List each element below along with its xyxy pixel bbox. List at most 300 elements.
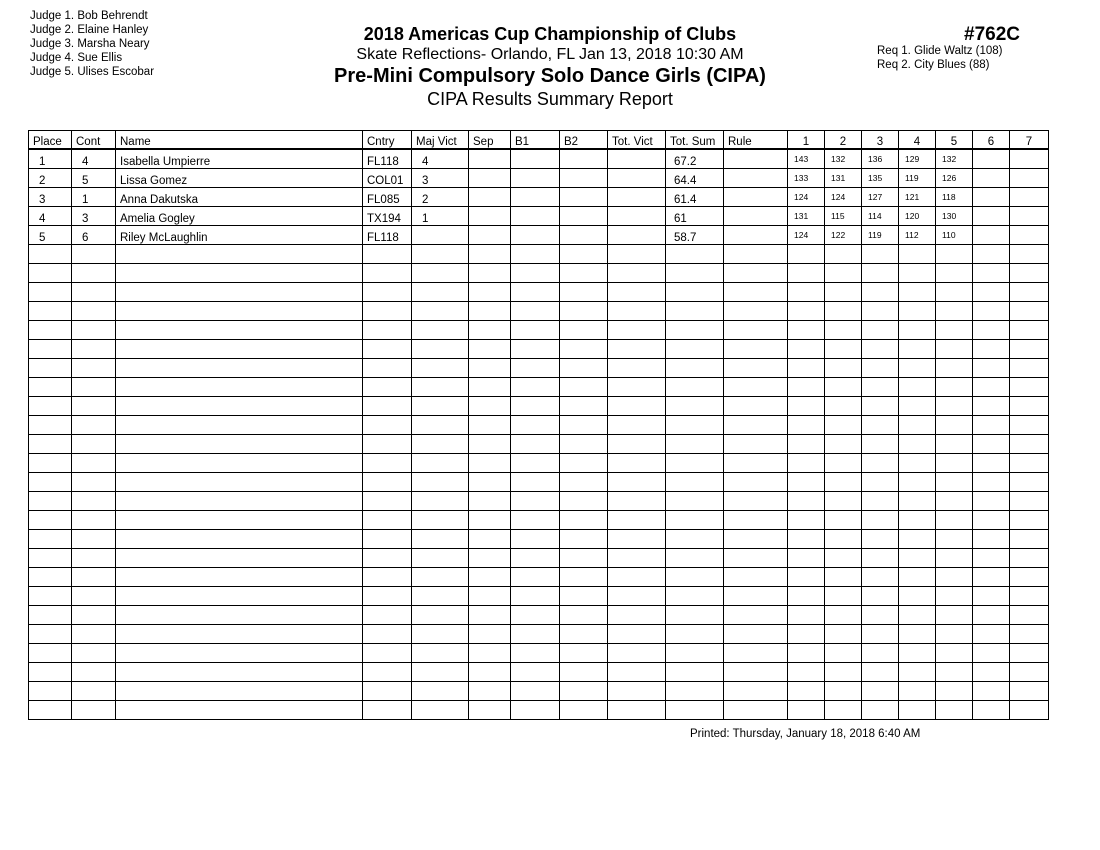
cell-judge-2-score: 131 bbox=[825, 169, 862, 188]
cell-judge-3-score bbox=[862, 264, 899, 283]
cell-b2 bbox=[560, 435, 608, 454]
cell-judge-2-score bbox=[825, 283, 862, 302]
cell-cont bbox=[72, 511, 116, 530]
cell-judge-3-score bbox=[862, 530, 899, 549]
cell-judge-4-score bbox=[899, 416, 936, 435]
cell-place: 2 bbox=[29, 169, 72, 188]
cell-cntry bbox=[363, 473, 412, 492]
cell-maj-vict bbox=[412, 549, 469, 568]
cell-judge-4-score: 119 bbox=[899, 169, 936, 188]
cell-sep bbox=[469, 473, 511, 492]
cell-judge-6-score bbox=[973, 511, 1010, 530]
cell-b1 bbox=[511, 587, 560, 606]
cell-judge-4-score bbox=[899, 473, 936, 492]
cell-judge-2-score bbox=[825, 264, 862, 283]
cell-name bbox=[116, 549, 363, 568]
cell-b2 bbox=[560, 549, 608, 568]
cell-rule bbox=[724, 340, 788, 359]
cell-maj-vict bbox=[412, 302, 469, 321]
cell-sep bbox=[469, 321, 511, 340]
cell-b1 bbox=[511, 625, 560, 644]
cell-name bbox=[116, 378, 363, 397]
cell-judge-3-score bbox=[862, 454, 899, 473]
cell-b1 bbox=[511, 245, 560, 264]
results-table-body bbox=[29, 149, 1049, 720]
cell-tot-vict bbox=[608, 473, 666, 492]
cell-place: 1 bbox=[29, 149, 72, 169]
cell-rule bbox=[724, 416, 788, 435]
cell-judge-1-score bbox=[788, 302, 825, 321]
cell-cntry bbox=[363, 644, 412, 663]
cell-cont bbox=[72, 492, 116, 511]
cell-tot-vict bbox=[608, 149, 666, 169]
cell-cont bbox=[72, 302, 116, 321]
cell-sep bbox=[469, 587, 511, 606]
judge-4 bbox=[30, 51, 154, 65]
cell-place bbox=[29, 283, 72, 302]
cell-rule bbox=[724, 264, 788, 283]
cell-judge-3-score bbox=[862, 378, 899, 397]
empty-row bbox=[29, 264, 1049, 283]
cell-judge-3-score bbox=[862, 359, 899, 378]
col-name: Name bbox=[116, 131, 363, 150]
cell-b2 bbox=[560, 587, 608, 606]
col-judge-6: 6 bbox=[973, 131, 1010, 150]
empty-row bbox=[29, 340, 1049, 359]
empty-row bbox=[29, 416, 1049, 435]
cell-b2 bbox=[560, 397, 608, 416]
col-tot-vict: Tot. Vict bbox=[608, 131, 666, 150]
cell-cont bbox=[72, 473, 116, 492]
cell-sep bbox=[469, 302, 511, 321]
cell-judge-7-score bbox=[1010, 644, 1049, 663]
cell-cntry: FL085 bbox=[363, 188, 412, 207]
cell-judge-1-score bbox=[788, 606, 825, 625]
cell-b2 bbox=[560, 378, 608, 397]
cell-judge-7-score bbox=[1010, 340, 1049, 359]
cell-judge-6-score bbox=[973, 644, 1010, 663]
cell-judge-2-score bbox=[825, 302, 862, 321]
cell-maj-vict bbox=[412, 397, 469, 416]
cell-judge-7-score bbox=[1010, 492, 1049, 511]
cell-judge-7-score bbox=[1010, 701, 1049, 720]
empty-row bbox=[29, 359, 1049, 378]
col-judge-1: 1 bbox=[788, 131, 825, 150]
cell-judge-1-score: 124 bbox=[788, 226, 825, 245]
cell-judge-3-score bbox=[862, 701, 899, 720]
cell-place: 3 bbox=[29, 188, 72, 207]
cell-cntry bbox=[363, 606, 412, 625]
cell-place bbox=[29, 416, 72, 435]
cell-cntry: FL118 bbox=[363, 149, 412, 169]
cell-b1 bbox=[511, 207, 560, 226]
cell-tot-sum bbox=[666, 606, 724, 625]
cell-judge-2-score bbox=[825, 511, 862, 530]
cell-judge-3-score: 114 bbox=[862, 207, 899, 226]
cell-judge-3-score bbox=[862, 397, 899, 416]
cell-judge-4-score bbox=[899, 663, 936, 682]
cell-maj-vict bbox=[412, 359, 469, 378]
cell-b1 bbox=[511, 549, 560, 568]
empty-row bbox=[29, 625, 1049, 644]
cell-judge-2-score bbox=[825, 530, 862, 549]
cell-tot-vict bbox=[608, 530, 666, 549]
cell-judge-2-score bbox=[825, 663, 862, 682]
cell-place bbox=[29, 530, 72, 549]
cell-cont bbox=[72, 416, 116, 435]
cell-judge-6-score bbox=[973, 625, 1010, 644]
judge-1-name: Bob Behrendt bbox=[77, 10, 148, 22]
cell-judge-3-score: 136 bbox=[862, 149, 899, 169]
cell-judge-4-score bbox=[899, 530, 936, 549]
cell-judge-3-score bbox=[862, 283, 899, 302]
cell-cntry bbox=[363, 435, 412, 454]
cell-judge-1-score bbox=[788, 435, 825, 454]
cell-judge-1-score bbox=[788, 473, 825, 492]
empty-row bbox=[29, 644, 1049, 663]
cell-judge-4-score bbox=[899, 378, 936, 397]
cell-sep bbox=[469, 264, 511, 283]
cell-judge-3-score bbox=[862, 511, 899, 530]
cell-sep bbox=[469, 568, 511, 587]
cell-sep bbox=[469, 378, 511, 397]
cell-judge-7-score bbox=[1010, 454, 1049, 473]
cell-cont bbox=[72, 644, 116, 663]
cell-judge-7-score bbox=[1010, 606, 1049, 625]
cell-judge-4-score: 112 bbox=[899, 226, 936, 245]
cell-place bbox=[29, 359, 72, 378]
cell-judge-4-score bbox=[899, 492, 936, 511]
cell-place bbox=[29, 644, 72, 663]
cell-place bbox=[29, 663, 72, 682]
cell-judge-1-score bbox=[788, 682, 825, 701]
cell-b1 bbox=[511, 321, 560, 340]
cell-judge-2-score bbox=[825, 549, 862, 568]
cell-judge-5-score bbox=[936, 283, 973, 302]
cell-name: Isabella Umpierre bbox=[116, 149, 363, 169]
table-row bbox=[29, 226, 1049, 245]
cell-cntry bbox=[363, 359, 412, 378]
cell-judge-7-score bbox=[1010, 587, 1049, 606]
cell-judge-6-score bbox=[973, 397, 1010, 416]
cell-cont: 5 bbox=[72, 169, 116, 188]
cell-tot-vict bbox=[608, 264, 666, 283]
cell-tot-sum bbox=[666, 321, 724, 340]
cell-tot-sum bbox=[666, 378, 724, 397]
cell-judge-1-score bbox=[788, 245, 825, 264]
cell-rule bbox=[724, 359, 788, 378]
report-title: CIPA Results Summary Report bbox=[427, 89, 673, 109]
cell-judge-1-score bbox=[788, 283, 825, 302]
cell-name bbox=[116, 397, 363, 416]
cell-judge-6-score bbox=[973, 264, 1010, 283]
cell-tot-vict bbox=[608, 606, 666, 625]
cell-judge-5-score bbox=[936, 245, 973, 264]
cell-judge-6-score bbox=[973, 587, 1010, 606]
cell-maj-vict bbox=[412, 473, 469, 492]
cell-tot-sum: 61 bbox=[666, 207, 724, 226]
cell-judge-3-score bbox=[862, 606, 899, 625]
cell-judge-3-score bbox=[862, 435, 899, 454]
cell-maj-vict bbox=[412, 663, 469, 682]
cell-b1 bbox=[511, 530, 560, 549]
cell-judge-4-score bbox=[899, 549, 936, 568]
cell-judge-1-score bbox=[788, 359, 825, 378]
cell-b1 bbox=[511, 454, 560, 473]
cell-tot-sum: 58.7 bbox=[666, 226, 724, 245]
requirement-1-name: Glide Waltz (108) bbox=[914, 45, 1003, 57]
cell-b2 bbox=[560, 530, 608, 549]
table-row bbox=[29, 188, 1049, 207]
cell-judge-6-score bbox=[973, 378, 1010, 397]
cell-tot-vict bbox=[608, 568, 666, 587]
results-table-header bbox=[29, 131, 1049, 150]
cell-cont bbox=[72, 663, 116, 682]
empty-row bbox=[29, 701, 1049, 720]
cell-tot-vict bbox=[608, 378, 666, 397]
cell-place: 4 bbox=[29, 207, 72, 226]
cell-judge-1-score bbox=[788, 568, 825, 587]
cell-judge-2-score bbox=[825, 625, 862, 644]
cell-cont bbox=[72, 701, 116, 720]
cell-name: Lissa Gomez bbox=[116, 169, 363, 188]
cell-tot-vict bbox=[608, 188, 666, 207]
cell-place bbox=[29, 701, 72, 720]
cell-b2 bbox=[560, 454, 608, 473]
cell-sep bbox=[469, 701, 511, 720]
cell-tot-vict bbox=[608, 283, 666, 302]
cell-judge-1-score bbox=[788, 644, 825, 663]
cell-rule bbox=[724, 663, 788, 682]
cell-cont bbox=[72, 340, 116, 359]
empty-row bbox=[29, 606, 1049, 625]
cell-cntry: FL118 bbox=[363, 226, 412, 245]
cell-sep bbox=[469, 454, 511, 473]
cell-sep bbox=[469, 416, 511, 435]
cell-rule bbox=[724, 587, 788, 606]
empty-row bbox=[29, 397, 1049, 416]
cell-b2 bbox=[560, 663, 608, 682]
event-number: #762C bbox=[964, 24, 1020, 45]
cell-judge-7-score bbox=[1010, 283, 1049, 302]
cell-cntry bbox=[363, 701, 412, 720]
cell-judge-4-score bbox=[899, 625, 936, 644]
cell-judge-6-score bbox=[973, 169, 1010, 188]
cell-name bbox=[116, 530, 363, 549]
cell-b2 bbox=[560, 644, 608, 663]
cell-maj-vict bbox=[412, 283, 469, 302]
cell-judge-4-score bbox=[899, 644, 936, 663]
cell-judge-5-score bbox=[936, 264, 973, 283]
cell-judge-4-score bbox=[899, 682, 936, 701]
cell-judge-1-score bbox=[788, 416, 825, 435]
cell-rule bbox=[724, 682, 788, 701]
requirement-2 bbox=[877, 58, 1003, 72]
empty-row bbox=[29, 302, 1049, 321]
cell-judge-7-score bbox=[1010, 397, 1049, 416]
cell-judge-1-score: 143 bbox=[788, 149, 825, 169]
cell-judge-2-score bbox=[825, 245, 862, 264]
cell-judge-5-score bbox=[936, 435, 973, 454]
cell-b2 bbox=[560, 701, 608, 720]
cell-cont bbox=[72, 359, 116, 378]
cell-judge-6-score bbox=[973, 606, 1010, 625]
cell-maj-vict bbox=[412, 568, 469, 587]
cell-tot-vict bbox=[608, 587, 666, 606]
cell-cont bbox=[72, 587, 116, 606]
cell-cont bbox=[72, 435, 116, 454]
cell-judge-6-score bbox=[973, 226, 1010, 245]
cell-place bbox=[29, 264, 72, 283]
cell-b2 bbox=[560, 416, 608, 435]
cell-tot-vict bbox=[608, 435, 666, 454]
cell-maj-vict: 1 bbox=[412, 207, 469, 226]
cell-sep bbox=[469, 530, 511, 549]
cell-b2 bbox=[560, 473, 608, 492]
requirement-1-label: Req 1. bbox=[877, 45, 911, 57]
cell-maj-vict bbox=[412, 530, 469, 549]
table-row bbox=[29, 149, 1049, 169]
cell-judge-2-score bbox=[825, 378, 862, 397]
cell-sep bbox=[469, 245, 511, 264]
cell-judge-2-score bbox=[825, 321, 862, 340]
cell-place bbox=[29, 473, 72, 492]
cell-judge-2-score bbox=[825, 568, 862, 587]
cell-place bbox=[29, 340, 72, 359]
cell-judge-2-score bbox=[825, 397, 862, 416]
cell-tot-sum bbox=[666, 454, 724, 473]
col-judge-7: 7 bbox=[1010, 131, 1049, 150]
judge-2-label: Judge 2. bbox=[30, 24, 75, 36]
cell-rule bbox=[724, 302, 788, 321]
cell-rule bbox=[724, 644, 788, 663]
cell-sep bbox=[469, 169, 511, 188]
cell-judge-5-score bbox=[936, 644, 973, 663]
cell-cntry bbox=[363, 492, 412, 511]
cell-judge-4-score bbox=[899, 302, 936, 321]
cell-rule bbox=[724, 701, 788, 720]
cell-rule bbox=[724, 397, 788, 416]
cell-sep bbox=[469, 625, 511, 644]
cell-sep bbox=[469, 606, 511, 625]
cell-name bbox=[116, 682, 363, 701]
cell-b1 bbox=[511, 492, 560, 511]
cell-judge-7-score bbox=[1010, 416, 1049, 435]
cell-judge-5-score bbox=[936, 701, 973, 720]
cell-maj-vict bbox=[412, 245, 469, 264]
cell-judge-2-score: 124 bbox=[825, 188, 862, 207]
cell-b2 bbox=[560, 625, 608, 644]
cell-rule bbox=[724, 549, 788, 568]
judge-1-label: Judge 1. bbox=[30, 10, 75, 22]
cell-tot-sum: 61.4 bbox=[666, 188, 724, 207]
cell-maj-vict bbox=[412, 321, 469, 340]
cell-cntry bbox=[363, 378, 412, 397]
cell-tot-sum bbox=[666, 625, 724, 644]
cell-place bbox=[29, 682, 72, 701]
cell-judge-1-score bbox=[788, 530, 825, 549]
cell-judge-6-score bbox=[973, 435, 1010, 454]
cell-judge-5-score bbox=[936, 606, 973, 625]
cell-judge-6-score bbox=[973, 663, 1010, 682]
cell-judge-3-score bbox=[862, 340, 899, 359]
cell-rule bbox=[724, 245, 788, 264]
cell-name bbox=[116, 359, 363, 378]
col-b2: B2 bbox=[560, 131, 608, 150]
cell-maj-vict bbox=[412, 492, 469, 511]
cell-tot-sum bbox=[666, 701, 724, 720]
judge-3-label: Judge 3. bbox=[30, 38, 75, 50]
cell-judge-6-score bbox=[973, 207, 1010, 226]
cell-cont bbox=[72, 549, 116, 568]
cell-judge-4-score bbox=[899, 340, 936, 359]
judge-5-name: Ulises Escobar bbox=[77, 66, 155, 78]
cell-cont bbox=[72, 245, 116, 264]
cell-judge-5-score: 132 bbox=[936, 149, 973, 169]
cell-judge-5-score: 126 bbox=[936, 169, 973, 188]
cell-judge-5-score: 110 bbox=[936, 226, 973, 245]
cell-name bbox=[116, 644, 363, 663]
cell-b2 bbox=[560, 511, 608, 530]
cell-judge-5-score bbox=[936, 359, 973, 378]
cell-name bbox=[116, 321, 363, 340]
cell-rule bbox=[724, 454, 788, 473]
cell-place: 5 bbox=[29, 226, 72, 245]
cell-cntry bbox=[363, 302, 412, 321]
requirement-2-label: Req 2. bbox=[877, 59, 911, 71]
cell-judge-4-score bbox=[899, 397, 936, 416]
cell-place bbox=[29, 321, 72, 340]
cell-judge-5-score bbox=[936, 416, 973, 435]
cell-name bbox=[116, 568, 363, 587]
cell-judge-1-score bbox=[788, 663, 825, 682]
cell-judge-7-score bbox=[1010, 169, 1049, 188]
cell-sep bbox=[469, 340, 511, 359]
cell-judge-7-score bbox=[1010, 302, 1049, 321]
cell-judge-2-score bbox=[825, 606, 862, 625]
cell-maj-vict: 2 bbox=[412, 188, 469, 207]
cell-b1 bbox=[511, 416, 560, 435]
cell-judge-7-score bbox=[1010, 264, 1049, 283]
cell-judge-5-score bbox=[936, 378, 973, 397]
cell-tot-vict bbox=[608, 302, 666, 321]
cell-judge-3-score bbox=[862, 549, 899, 568]
empty-row bbox=[29, 321, 1049, 340]
cell-name: Anna Dakutska bbox=[116, 188, 363, 207]
col-judge-4: 4 bbox=[899, 131, 936, 150]
judge-2 bbox=[30, 23, 154, 37]
requirement-1 bbox=[877, 44, 1003, 58]
cell-b1 bbox=[511, 397, 560, 416]
empty-row bbox=[29, 245, 1049, 264]
col-tot-sum: Tot. Sum bbox=[666, 131, 724, 150]
cell-judge-6-score bbox=[973, 530, 1010, 549]
cell-judge-6-score bbox=[973, 245, 1010, 264]
cell-judge-1-score: 131 bbox=[788, 207, 825, 226]
cell-sep bbox=[469, 149, 511, 169]
cell-maj-vict: 4 bbox=[412, 149, 469, 169]
cell-judge-6-score bbox=[973, 454, 1010, 473]
cell-judge-1-score bbox=[788, 587, 825, 606]
cell-judge-5-score bbox=[936, 568, 973, 587]
cell-rule bbox=[724, 511, 788, 530]
cell-cont bbox=[72, 321, 116, 340]
cell-b2 bbox=[560, 188, 608, 207]
cell-b1 bbox=[511, 435, 560, 454]
cell-b2 bbox=[560, 568, 608, 587]
cell-tot-sum bbox=[666, 245, 724, 264]
cell-name bbox=[116, 340, 363, 359]
